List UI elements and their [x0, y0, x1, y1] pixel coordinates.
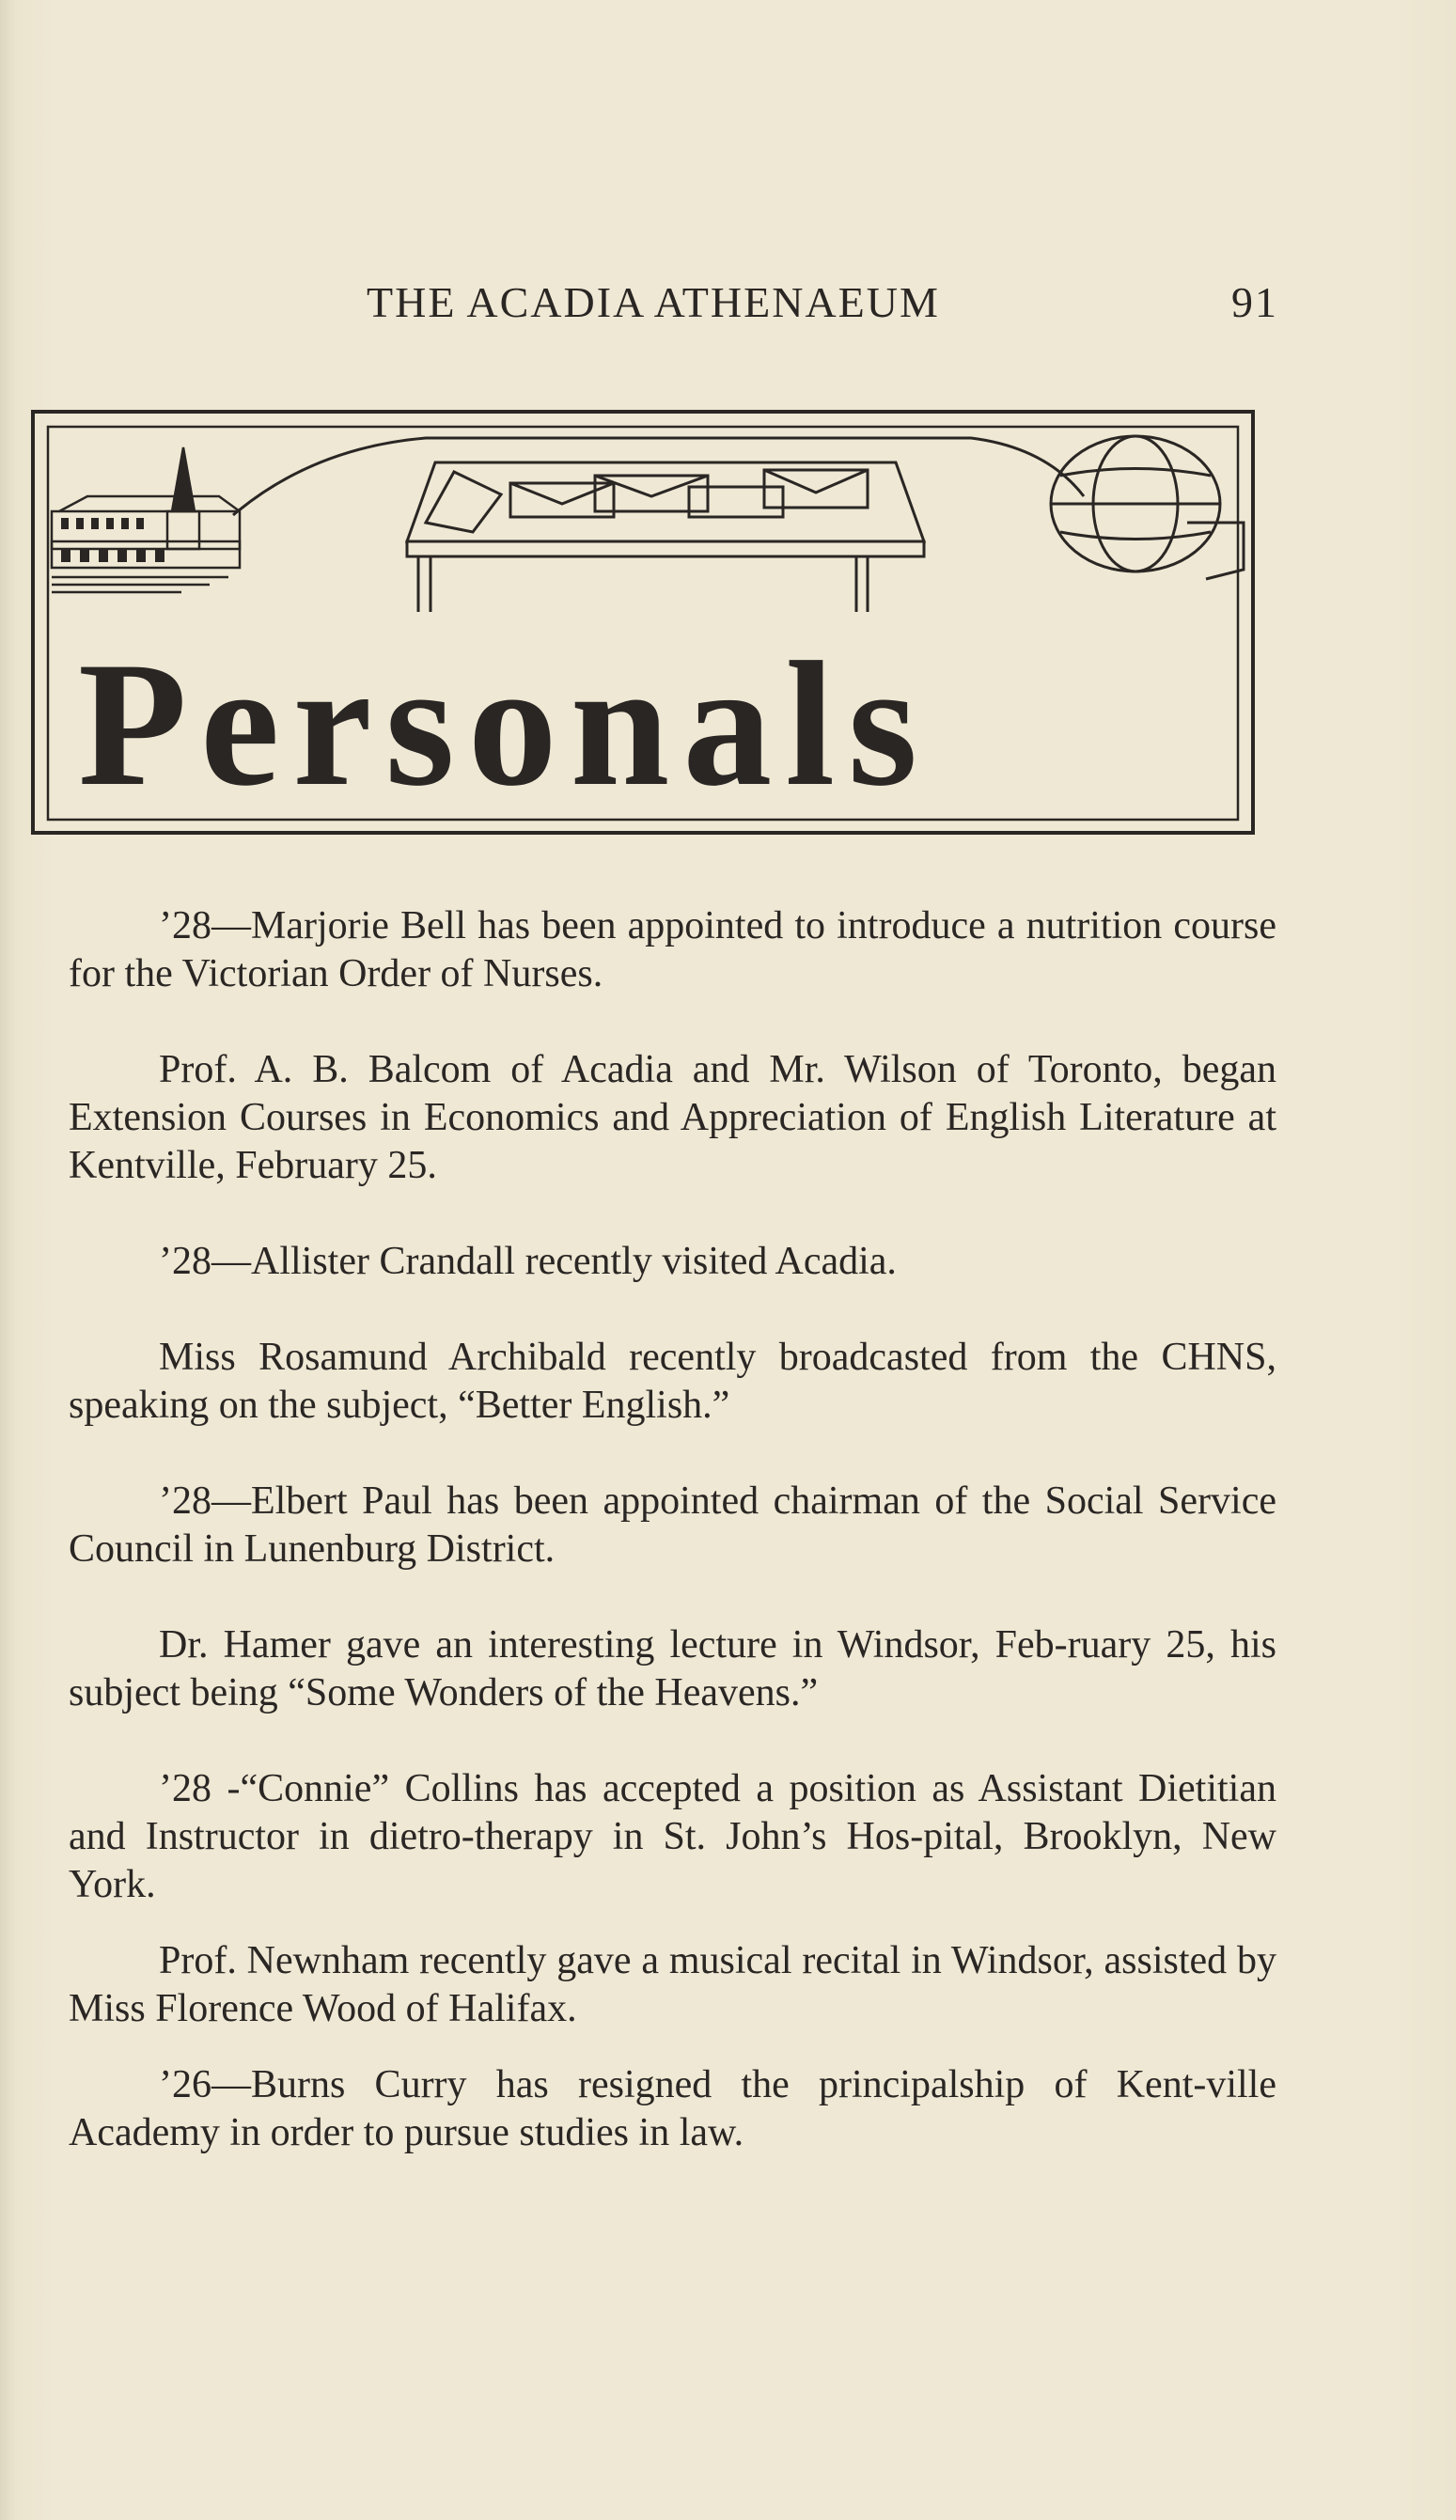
personal-item: ’28 -“Connie” Collins has accepted a position as Assistant Dietitian and Instructor in dietro-therapy in St. John’s Hos-pital, Brooklyn, New York.	[69, 1767, 1276, 1906]
page-number: 91	[1231, 278, 1278, 326]
town-icon	[52, 447, 240, 592]
personal-item: ’28—Allister Crandall recently visited Acadia.	[159, 1240, 897, 1283]
personal-item: ’28—Marjorie Bell has been appointed to introduce a nutrition course for the Victorian Order of Nurses.	[69, 904, 1276, 995]
personal-item: Dr. Hamer gave an interesting lecture in Windsor, Feb-ruary 25, his subject being “Some Wonders of the Heavens.”	[69, 1623, 1276, 1714]
personals-column	[69, 902, 1276, 2205]
personal-item: Prof. Newnham recently gave a musical recital in Windsor, assisted by Miss Florence Wood of Halifax.	[69, 1939, 1276, 2030]
globe-icon	[1051, 436, 1244, 579]
personal-item: Prof. A. B. Balcom of Acadia and Mr. Wilson of Toronto, began Extension Courses in Economics and Appreciation of English Literature at Kentville, February 25.	[69, 1048, 1276, 1187]
publication-title: THE ACADIA ATHENAEUM	[367, 278, 940, 326]
personal-item: Miss Rosamund Archibald recently broadcasted from the CHNS, speaking on the subject, “Better English.”	[69, 1336, 1276, 1427]
banner-heading: Personals	[78, 626, 932, 823]
personal-item: ’28—Elbert Paul has been appointed chairman of the Social Service Council in Lunenburg District.	[69, 1479, 1276, 1571]
letters-on-table-icon	[407, 462, 924, 612]
banner-illustration	[31, 410, 1258, 837]
personal-item: ’26—Burns Curry has resigned the principalship of Kent-ville Academy in order to pursue studies in law.	[69, 2063, 1276, 2154]
personals-banner	[31, 410, 1258, 837]
